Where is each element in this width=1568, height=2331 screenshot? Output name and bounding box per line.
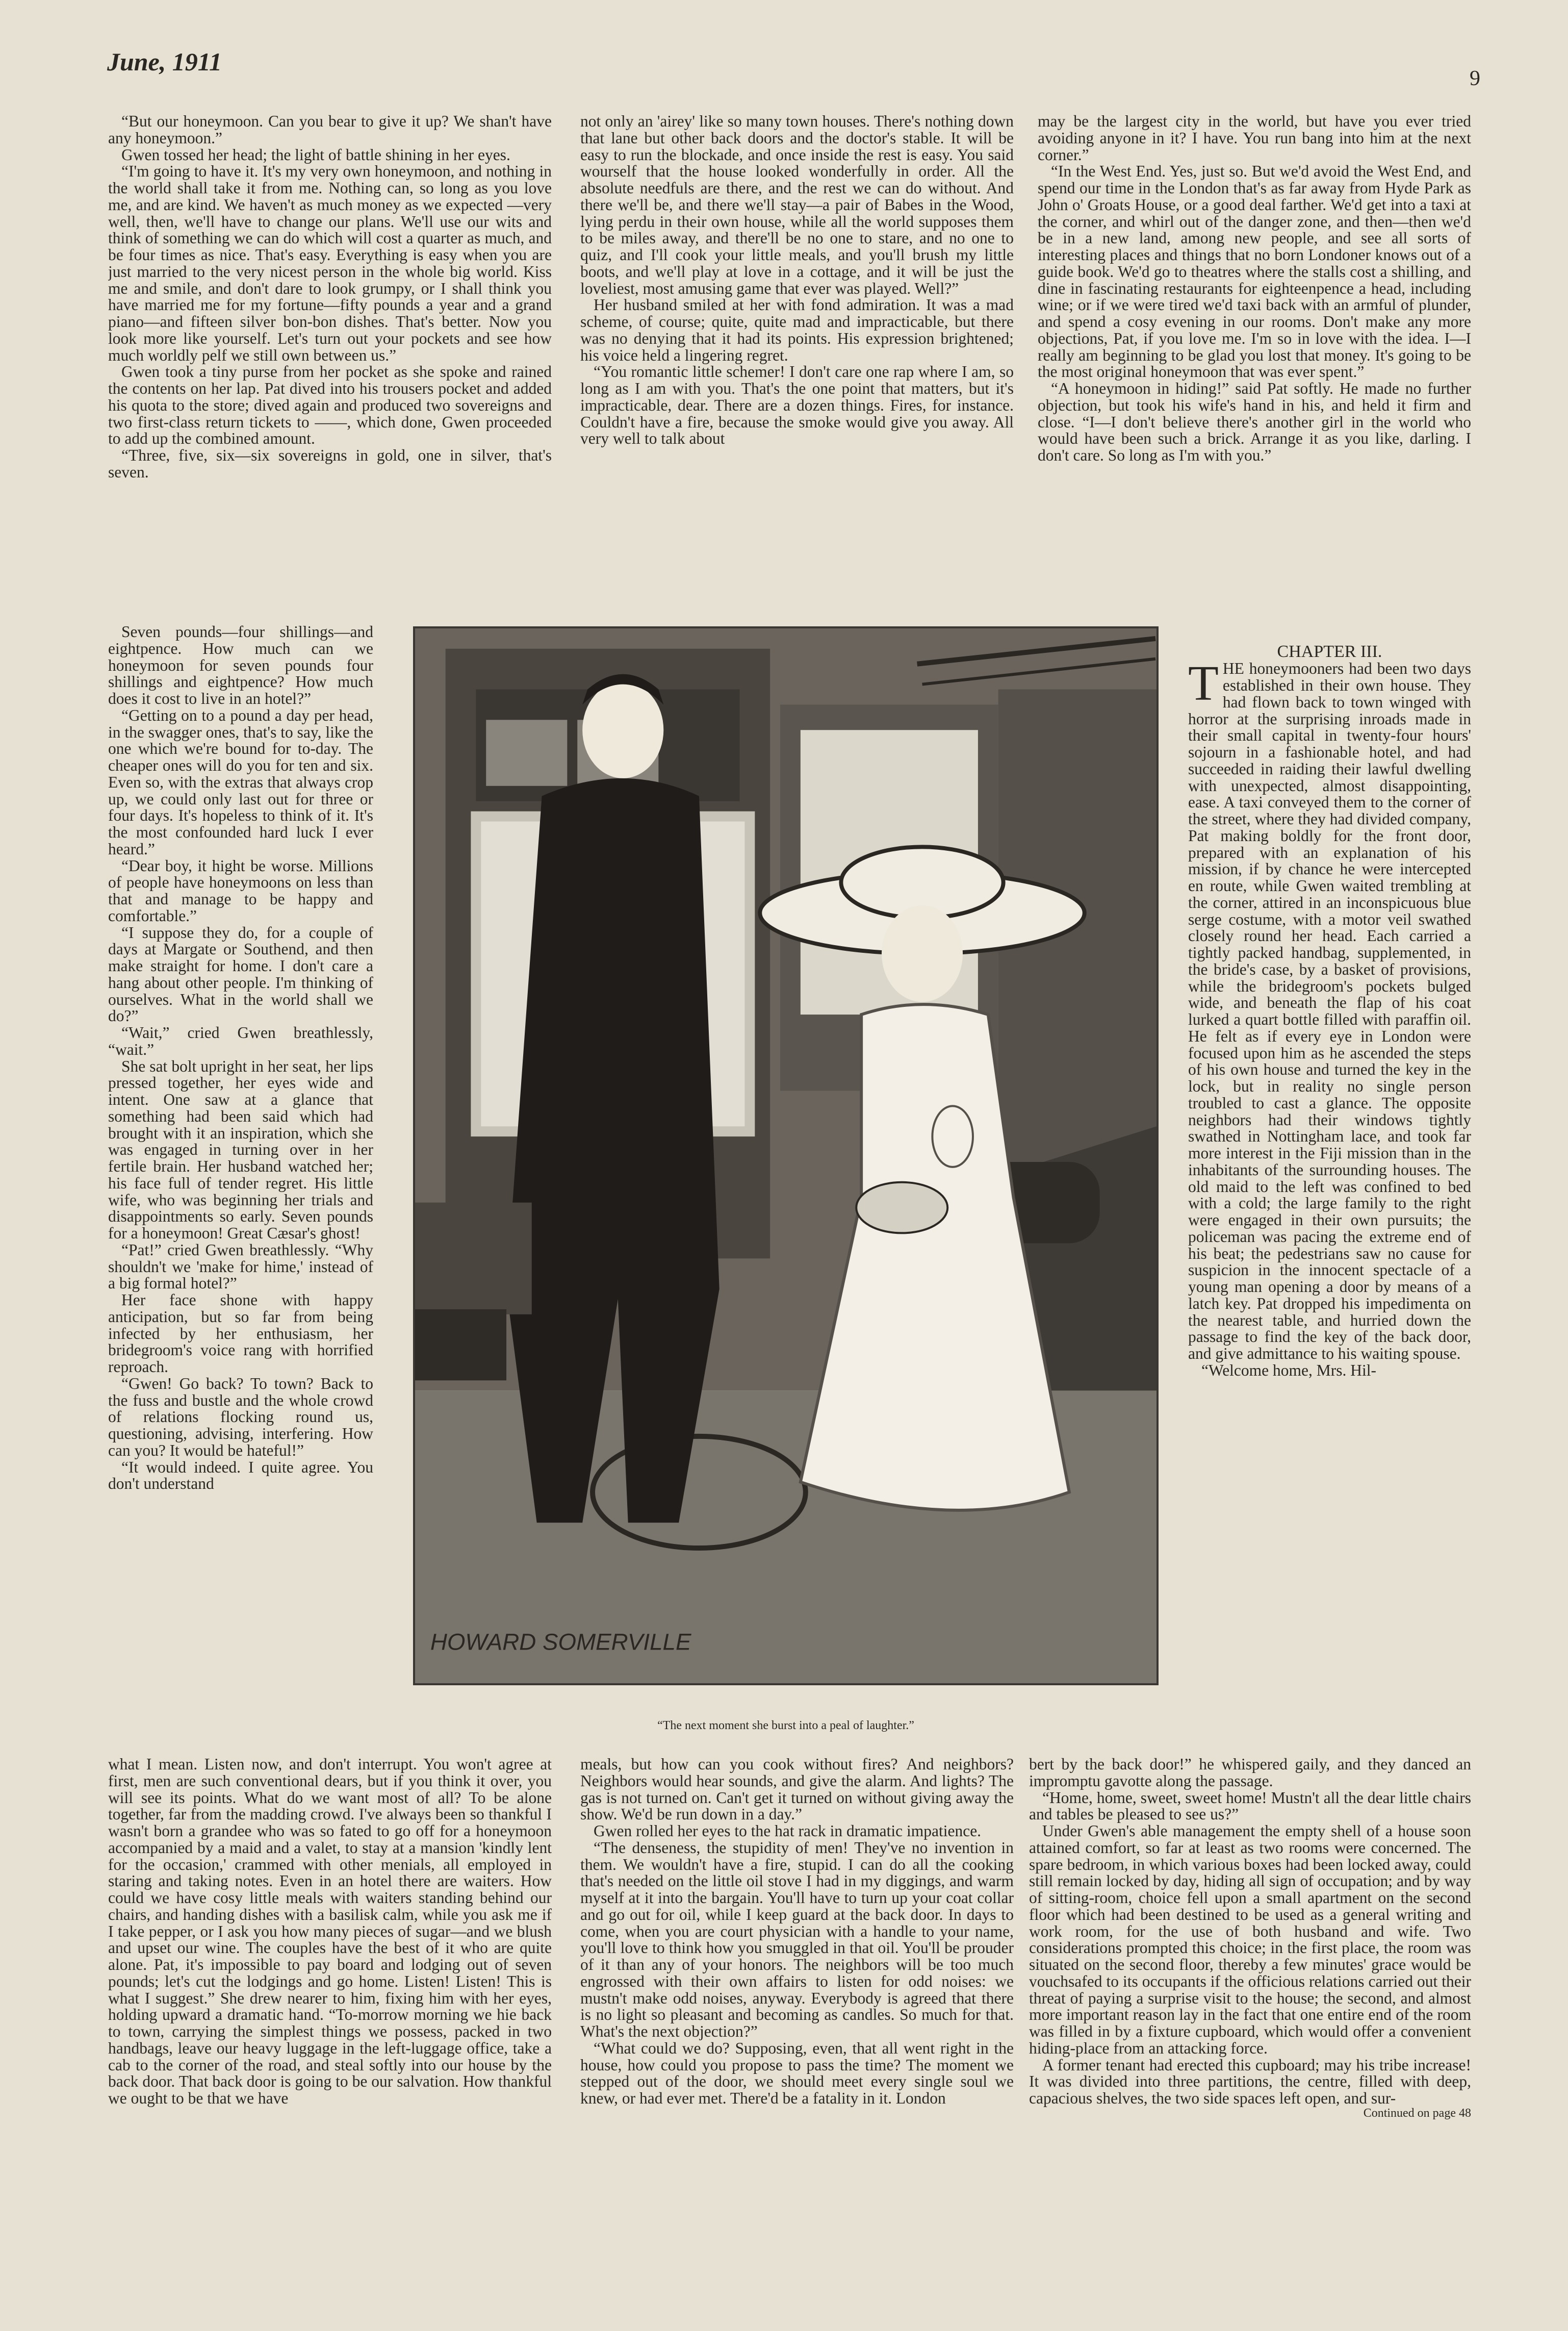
- paragraph: “I'm going to have it. It's my very own honeymoon, and nothing in the world shall take it from me. Nothing can, so long as you love me, and are kind. We haven't as much money as we expected —very well, then, we'll have to change our plans. We'll use our wits and think of something we can do which will cost a quarter as much, and be four times as nice. That's easy. Everything is easy when you are just married to the very nicest person in the whole big world. Kiss me and smile, and don't dare to look grumpy, or I shall think you have married me for my fortune—fifty pounds a year and a grand piano—and fifteen silver bon-bon dishes. That's better. Now you look more like yourself. Let's turn out your pockets and see how much worldly pelf we still own between us.”: [108, 162, 552, 364]
- paragraph: Seven pounds—four shillings—and eightpence. How much can we honeymoon for seven pounds four shillings and eightpence? How much does it cost to live in an hotel?”: [108, 624, 373, 707]
- chapter-heading: CHAPTER III.: [1277, 643, 1382, 661]
- paragraph: meals, but how can you cook without fires? And neighbors? Neighbors would hear sounds, and give the alarm. And lights? The gas is not turned on. Can't get it turned on without giving away the show. We'd be run down in a day.”: [580, 1756, 1014, 1823]
- paragraph: Gwen took a tiny purse from her pocket as she spoke and rained the contents on her lap. Pat dived into his trousers pocket and added his quota to the store; dived again and produced two sovereigns and two first-class return tickets to ——, which done, Gwen proceeded to add up the combined amount.: [108, 363, 552, 448]
- paragraph: “It would indeed. I quite agree. You don't understand: [108, 1458, 373, 1493]
- column-3-narrow: [1188, 643, 1471, 1751]
- paragraph: She sat bolt upright in her seat, her lips pressed together, her eyes wide and intent. One saw at a glance that something had been said which had brought with it an inspiration, which she was engaged in turning over in her fertile brain. Her husband watched her; his face full of tender regret. His little wife, who was beginning her trials and disappointments so early. Seven pounds for a honeymoon! Great Cæsar's ghost!: [108, 1057, 373, 1242]
- illustration-signature: HOWARD SOMERVILLE: [430, 1629, 691, 1655]
- drop-cap: T: [1188, 656, 1219, 712]
- paragraph: Gwen tossed her head; the light of battle shining in her eyes.: [121, 145, 510, 164]
- issue-date: June, 1911: [107, 47, 222, 76]
- paragraph: “Gwen! Go back? To town? Back to the fuss and bustle and the whole crowd of relations flocking round us, questioning, advising, interfering. How can you? It would be hateful!”: [108, 1374, 373, 1459]
- paragraph: “You romantic little schemer! I don't care one rap where I am, so long as I am with you. That's the one point that matters, but it's impracticable, dear. There are a dozen things. Fires, for instance. Couldn't have a fire, because the smoke would give you away. All very well to talk about: [580, 363, 1014, 448]
- paragraph: what I mean. Listen now, and don't interrupt. You won't agree at first, men are such conventional dears, but if you think it over, you will see its points. What do we want most of all? To be alone together, far from the madding crowd. I've always been so thankful I wasn't born a grandee who was so fated to go off for a honeymoon accompanied by a maid and a valet, to stay at a mansion 'kindly lent for the occasion,' crammed with other menials, all employed in staring and taking notes. Even in an hotel there are waiters. How could we have cosy little meals with waiters standing behind our chairs, and handing dishes with a basilisk calm, while you ask me if I take pepper, or I ask you how many pieces of sugar—and we blush and upset our wine. The couples have the best of it who are quite alone. Pat, it's impossible to pay board and lodging out of seven pounds; let's cut the lodgings and go home. Listen! Listen! This is what I suggest.” She drew nearer to him, fixing him with her eyes, holding upward a dramatic hand. “To-morrow morning we hie back to town, carrying the simplest things we possess, packed in two handbags, leave our heavy luggage in the left-luggage office, take a cab to the corner of the road, and steal softly into our house by the back door. That back door is going to be our salvation. How thankful we ought to be that we have: [108, 1756, 552, 2107]
- paragraph: “The denseness, the stupidity of men! They've no invention in them. We wouldn't have a fire, stupid. I can do all the cooking that's needed on the little oil stove I had in my diggings, and warm myself at it into the bargain. You'll have to turn up your coat collar and go out for oil, while I keep guard at the back door. In days to come, when you are court physician with a handle to your name, you'll love to think how you smuggled in that oil. You'll be prouder of it than any of your honors. The neighbors will be too much engrossed with their own affairs to listen for odd noises: we mustn't make odd noises, anyway. Everybody is agreed that there is no light so pleasant and becoming as candles. So much for that. What's the next objection?”: [580, 1838, 1014, 2040]
- column-1-bottom: [108, 1756, 552, 2276]
- paragraph: Gwen rolled her eyes to the hat rack in dramatic impatience.: [594, 1822, 982, 1840]
- paragraph: “Pat!” cried Gwen breathlessly. “Why shouldn't we 'make for hime,' instead of a big formal hotel?”: [108, 1240, 373, 1293]
- column-1-top: [108, 113, 552, 623]
- paragraph: THE honeymooners had been two days established in their own house. They had flown back to town winged with horror at the surprising inroads made in their small capital in twenty-four hours' sojourn in a fashionable hotel, and had succeeded in raiding their lawful dwelling with unexpected, almost disappointing, ease. A taxi conveyed them to the corner of the street, where they had divided company, Pat making boldly for the front door, prepared with an explanation of his mission, if by chance he were intercepted en route, while Gwen waited trembling at the corner, attired in an inconspicuous blue serge costume, with a motor veil swathed closely round her head. Each carried a tightly packed handbag, supplemented, in the bride's case, by a basket of provisions, while the bridegroom's pockets bulged wide, and beneath the flap of his coat lurked a quart bottle filled with paraffin oil. He felt as if every eye in London were focused upon him as he ascended the steps of his own house and turned the key in the lock, but in reality no single person troubled to cast a glance. The opposite neighbors had their windows tightly swathed in Nottingham lace, and took far more interest in the Fiji mission than in the inhabitants of the surrounding houses. The old maid to the left was confined to bed with a cold; the large family to the right were engaged in their own pursuits; the policeman was pacing the extreme end of his beat; the pedestrians saw no cause for suspicion in the innocent spectacle of a young man opening a door by means of a latch key. Pat dropped his impedimenta on the nearest table, and hurried down the passage to find the key of the back door, and give admittance to his waiting spouse.: [1188, 656, 1471, 1363]
- paragraph: “Welcome home, Mrs. Hil-: [1201, 1361, 1376, 1379]
- column-2-top: [580, 113, 1014, 613]
- paragraph: “Dear boy, it hight be worse. Millions of people have honeymoons on less than that and manage to be happy and comfortable.”: [108, 856, 373, 925]
- column-3-bottom: [1029, 1756, 1471, 2287]
- story-illustration: [413, 626, 1159, 1685]
- paragraph: “Wait,” cried Gwen breathlessly, “wait.”: [108, 1024, 373, 1058]
- paragraph: may be the largest city in the world, but have you ever tried avoiding anyone in it? I have. You run bang into him at the next corner.”: [1038, 113, 1471, 164]
- illustration-caption: “The next moment she burst into a peal of laughter.”: [657, 1719, 914, 1732]
- paragraph: “Home, home, sweet, sweet home! Mustn't all the dear little chairs and tables be pleased to see us?”: [1029, 1788, 1471, 1823]
- paragraph: Under Gwen's able management the empty shell of a house soon attained comfort, so far at least as two rooms were concerned. The spare bedroom, in which various boxes had been locked away, could still remain locked by day, hiding all sign of occupation; and by way of sitting-room, choice fell upon a small apartment on the second floor which had been destined to be used as a general writing and work room, for the use of both husband and wife. Two considerations prompted this choice; in the first place, the room was situated on the second floor, thereby a few minutes' grace would be vouchsafed to its occupants if the officious relations carried out their threat of paying a surprise visit to the house; the second, and almost more important reason lay in the fact that one entire end of the room was filled in by a fixture cupboard, which would offer a convenient hiding-place from an attacking force.: [1029, 1822, 1471, 2057]
- continued-notice: Continued on page 48: [1363, 2106, 1471, 2120]
- paragraph: “What could we do? Supposing, even, that all went right in the house, how could you propose to pass the time? The moment we stepped out of the door, we should meet every single soul we knew, or had ever met. There'd be a fatality in it. London: [580, 2039, 1014, 2107]
- paragraph: bert by the back door!” he whispered gaily, and they danced an impromptu gavotte along the passage.: [1029, 1756, 1471, 1790]
- paragraph: “Three, five, six—six sovereigns in gold, one in silver, that's seven.: [108, 446, 552, 481]
- paragraph: “But our honeymoon. Can you bear to give it up? We shan't have any honeymoon.”: [108, 113, 552, 147]
- illustration-drawing: [415, 628, 1156, 1683]
- column-2-bottom: [580, 1756, 1014, 2266]
- paragraph: A former tenant had erected this cupboard; may his tribe increase! It was divided into three partitions, the centre, filled with deep, capacious shelves, the two side spaces left open, and sur-: [1029, 2056, 1471, 2107]
- paragraph: “Getting on to a pound a day per head, in the swagger ones, that's to say, like the one which we're bound for to-day. The cheaper ones will do you for ten and six. Even so, with the extras that always crop up, we could only last out for three or four days. It's hopeless to think of it. It's the most confounded hard luck I ever heard.”: [108, 706, 373, 858]
- paragraph: not only an 'airey' like so many town houses. There's nothing down that lane but other back doors and the doctor's stable. It will be easy to run the blockade, and once inside the rest is easy. You said wourself that the house looked wonderfully in order. All the absolute needfuls are there, and the rest we can do without. And there we'll be, and there we'll stay—a pair of Babes in the Wood, lying perdu in their own house, while all the world supposes them to be miles away, and there'll be no one to stare, and no one to quiz, and I'll cook your little meals, and you'll brush my little boots, and we'll play at love in a cottage, and it will be just the loveliest, most amusing game that ever was played. Well?”: [580, 113, 1014, 297]
- page-number: 9: [1470, 67, 1480, 90]
- column-3-top: [1038, 113, 1471, 629]
- paragraph: “In the West End. Yes, just so. But we'd avoid the West End, and spend our time in the London that's as far away from Hyde Park as John o' Groats House, or a good deal farther. We'd get into a taxi at the corner, and whirl out of the danger zone, and then—then we'd be in a new land, among new people, and see all sorts of interesting places and things that no born Londoner knows out of a guide book. We'd go to theatres where the stalls cost a shilling, and dine in fascinating restaurants for eighteenpence a head, including wine; or if we were tired we'd taxi back with an armful of plunder, and spend a cosy evening in our rooms. Don't make any more objections, Pat, if you love me. I'm so in love with the idea. I—I really am beginning to be glad you lost that money. It's going to be the most original honeymoon that was ever spent.”: [1038, 162, 1471, 381]
- paragraph: Her husband smiled at her with fond admiration. It was a mad scheme, of course; quite, quite mad and impracticable, but there was no denying that it had its points. His expression brightened; his voice held a lingering regret.: [580, 296, 1014, 364]
- paragraph: Her face shone with happy anticipation, but so far from being infected by her enthusiasm, her bridegroom's voice rang with horrified reproach.: [108, 1291, 373, 1376]
- paragraph: “I suppose they do, for a couple of days at Margate or Southend, and then make straight for home. I don't care a hang about other people. I'm thinking of ourselves. What in the world shall we do?”: [108, 923, 373, 1025]
- column-1-narrow: [108, 624, 373, 1752]
- paragraph: “A honeymoon in hiding!” said Pat softly. He made no further objection, but took his wife's hand in his, and held it firm and close. “I—I don't believe there's another girl in the world who would have been such a brick. Arrange it as you like, darling. I don't care. So long as I'm with you.”: [1038, 379, 1471, 464]
